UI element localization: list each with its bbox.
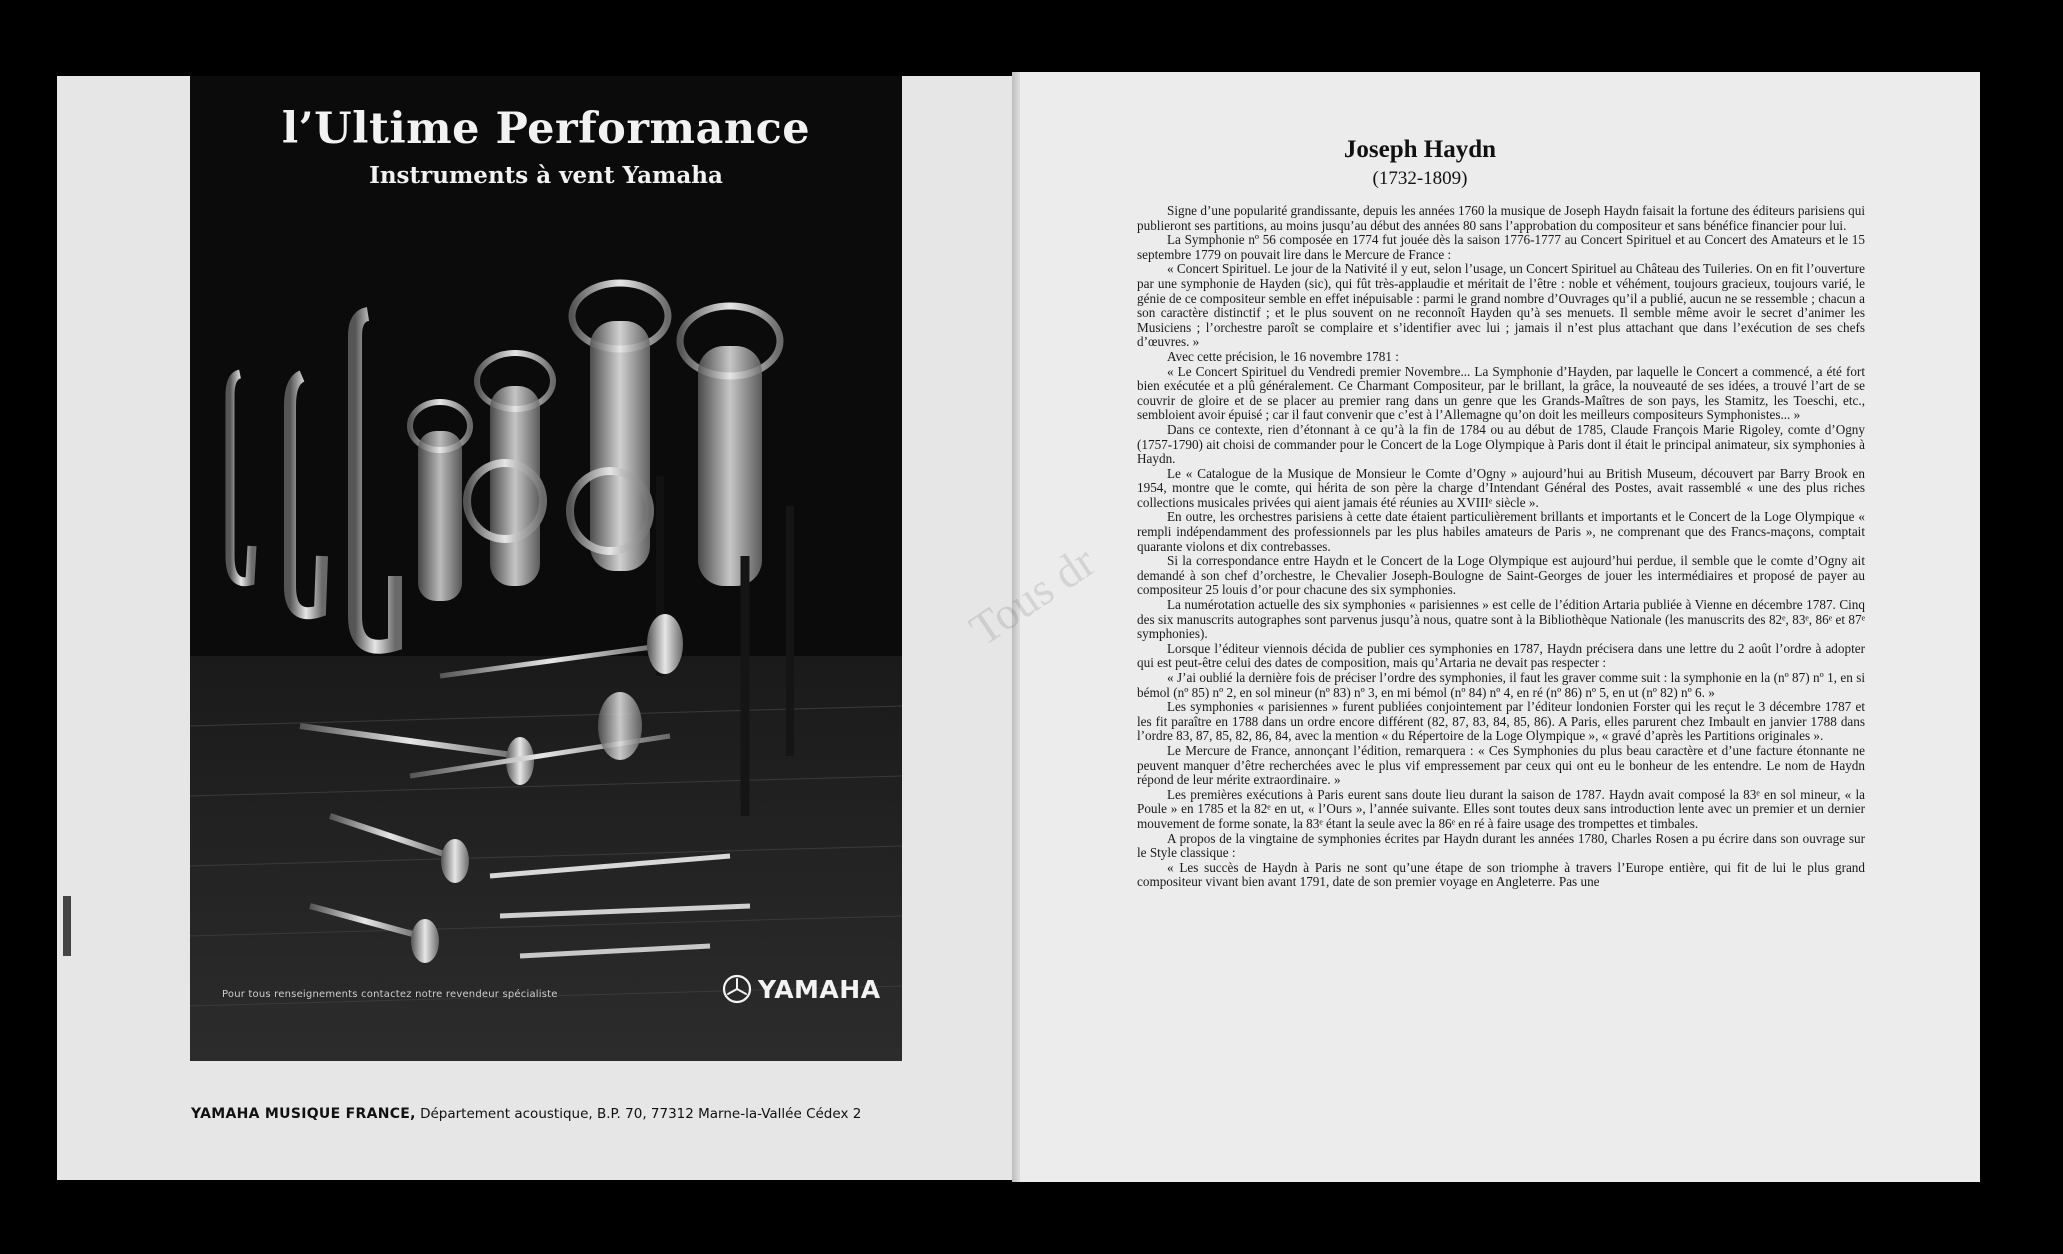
footer-address: Département acoustique, B.P. 70, 77312 Marne-la-Vallée Cédex 2	[415, 1106, 862, 1122]
yamaha-tuning-forks-icon	[722, 974, 752, 1004]
article-dates: (1732-1809)	[1372, 168, 1468, 189]
paragraph: Si la correspondance entre Haydn et le Concert de la Loge Olympique est aujourd’hui perdue, il semble que le comte d’Ogny ait demandé à son chef d’orchestre, le Chevalier Joseph-Boulogne de Saint-Georges de jouer les intermédiaires et proposé de payer au compositeur 25 louis d’or pour chacune des six symphonies.	[1137, 553, 1865, 598]
article	[1020, 72, 1980, 1182]
yamaha-advertisement	[190, 76, 902, 1061]
ad-title: l’Ultime Performance	[281, 104, 811, 154]
paragraph: Lorsque l’éditeur viennois décida de publier ces symphonies en 1787, Haydn précisera dans une lettre du 2 août l’ordre à adopter qui est peut-être celui des dates de composition, mais qu’Artaria ne devait pas respecter :	[1137, 640, 1865, 671]
paragraph: Dans ce contexte, rien d’étonnant à ce qu’à la fin de 1784 ou au début de 1785, Claude François Marie Rigoley, comte d’Ogny (1757-1790) ait choisi de commander pour le Concert de la Loge Olympique à Paris dont il était le principal animateur, six symphonies à Haydn.	[1137, 421, 1865, 467]
paragraph: La Symphonie nº 56 composée en 1774 fut jouée dès la saison 1776-1777 au Concert Spirituel et au Concert des Amateurs et le 15 septembre 1779 on pouvait lire dans le Mercure de France :	[1137, 232, 1865, 262]
right-page	[1020, 72, 1980, 1182]
paragraph: « Le Concert Spirituel du Vendredi premier Novembre... La Symphonie d’Hayden, par laquelle le Concert a commencé, a été fort bien exécutée et a plû généralement. Ce Charmant Compositeur, par le brillant, la grâce, la nouveauté de ses idées, a trouvé l’art de se couvrir de gloire et de se placer au premier rang dans un genre que les Grands-Maîtres de son pays, les Stamitz, les Toeschi, etc., sembloient avoir épuisé ; car il faut convenir que c’est à l’Allemagne qu’on doit les meilleurs compositeurs Symphonistes... »	[1137, 363, 1865, 423]
yamaha-logo-text: YAMAHA	[758, 974, 881, 1004]
ad-footer-address	[191, 1106, 991, 1122]
article-body	[1137, 204, 1865, 890]
paragraph: La numérotation actuelle des six symphonies « parisiennes » est celle de l’édition Artaria publiée à Vienne en décembre 1787. Cinq des six manuscrits autographes sont parvenus jusqu’à nous, quatre sont à la Bibliothèque Nationale (les manuscrits des 82ᵉ, 83ᵉ, 86ᵉ et 87ᵉ symphonies).	[1137, 597, 1865, 642]
footer-company: YAMAHA MUSIQUE FRANCE,	[191, 1106, 416, 1122]
paragraph: Avec cette précision, le 16 novembre 1781 :	[1167, 348, 1399, 364]
copyright-watermark: Tous dr	[960, 535, 1104, 656]
wind-instruments-photo	[190, 256, 902, 1061]
paragraph: « Les succès de Haydn à Paris ne sont qu’une étape de son triomphe à travers l’Europe entière, qui fit de lui le plus grand compositeur vivant bien avant 1791, date de son premier voyage en Angleterre. Pas une	[1137, 859, 1865, 890]
paragraph: En outre, les orchestres parisiens à cette date étaient particulièrement brillants et importants et le Concert de la Loge Olympique « rempli indépendamment des professionnels par les plus habiles amateurs de Paris », ne comprenant que des Francs-maçons, comptait quarante violons et dix contrebasses.	[1137, 509, 1865, 554]
paragraph: Les premières exécutions à Paris eurent sans doute lieu durant la saison de 1787. Haydn avait composé la 83ᵉ en sol mineur, « la Poule » en 1785 et la 82ᵉ en ut, « l’Ours », l’année suivante. Elles sont toutes deux sans introduction lente avec un premier et un dernier mouvement de forme sonate, la 83ᵉ étant la seule avec la 86ᵉ en ré à faire usage des trompettes et timbales.	[1137, 786, 1865, 831]
ad-contact-note: Pour tous renseignements contactez notre revendeur spécialiste	[222, 989, 558, 1000]
paragraph: Signe d’une popularité grandissante, depuis les années 1760 la musique de Joseph Haydn faisait la fortune des éditeurs parisiens qui publieront ses partitions, au moins jusqu’au début des années 80 sans l’approbation du compositeur et sans bénéfice financier pour lui.	[1137, 203, 1865, 233]
left-page	[57, 76, 1045, 1180]
article-title: Joseph Haydn	[1343, 136, 1497, 163]
paragraph: Les symphonies « parisiennes » furent publiées conjointement par l’éditeur londonien Forster qui les reçut le 3 décembre 1787 et les fit paraître en 1788 dans un ordre encore différent (82, 87, 83, 84, 85, 86). A Paris, elles parurent chez Imbault en janvier 1788 dans l’ordre 83, 87, 85, 82, 86, 84, avec la mention « du Répertoire de la Loge Olympique », « gravé d’après les Partitions originales ».	[1137, 699, 1865, 744]
paragraph: Le « Catalogue de la Musique de Monsieur le Comte d’Ogny » aujourd’hui au British Museum, découvert par Barry Brook en 1954, montre que le comte, qui hérita de son père la charge d’Intendant Général des Postes, avait rassemblé « une des plus riches collections musicales privées qui aient jamais été réunies au XVIIIᵉ siècle ».	[1137, 465, 1865, 510]
paragraph: Le Mercure de France, annonçant l’édition, remarquera : « Ces Symphonies du plus beau caractère et d’une facture étonnante ne peuvent manquer d’être recherchées avec le plus vif empressement par ceux qui ont eu le bonheur de les entendre. Le nom de Haydn répond de leur mérite extraordinaire. »	[1137, 742, 1865, 788]
paragraph: A propos de la vingtaine de symphonies écrites par Haydn durant les années 1780, Charles Rosen a pu écrire dans son ouvrage sur le Style classique :	[1137, 830, 1865, 861]
ad-subtitle: Instruments à vent Yamaha	[369, 162, 723, 189]
yamaha-logo	[722, 974, 881, 1004]
paragraph: « J’ai oublié la dernière fois de préciser l’ordre des symphonies, il faut les graver comme suit : la symphonie en la (nº 87) nº 1, en si bémol (nº 85) nº 2, en sol mineur (nº 83) nº 3, en mi bémol (nº 84) nº 4, en ré (nº 86) nº 5, en ut (nº 82) nº 6. »	[1137, 670, 1865, 700]
paragraph: « Concert Spirituel. Le jour de la Nativité il y eut, selon l’usage, un Concert Spirituel au Château des Tuileries. On en fit l’ouverture par une symphonie de Hayden (sic), qui fût très-applaudie et méritait de l’être : noble et véhément, toujours gracieux, toujours varié, le génie de ce compositeur semble en effet inépuisable : parmi le grand nombre d’Ouvrages qu’il a publié, aucun ne se ressemble ; chacun a son caractère distinctif ; et le plus souvent on ne reconnoît Hayden qu’à ses menuets. Il semble même avoir le secret d’animer les Musiciens ; l’orchestre paroît se complaire et s’identifier avec lui ; jamais il n’est plus attachant que dans l’exécution de ses chefs d’œuvres. »	[1137, 261, 1865, 350]
page-edge-mark	[63, 896, 71, 956]
